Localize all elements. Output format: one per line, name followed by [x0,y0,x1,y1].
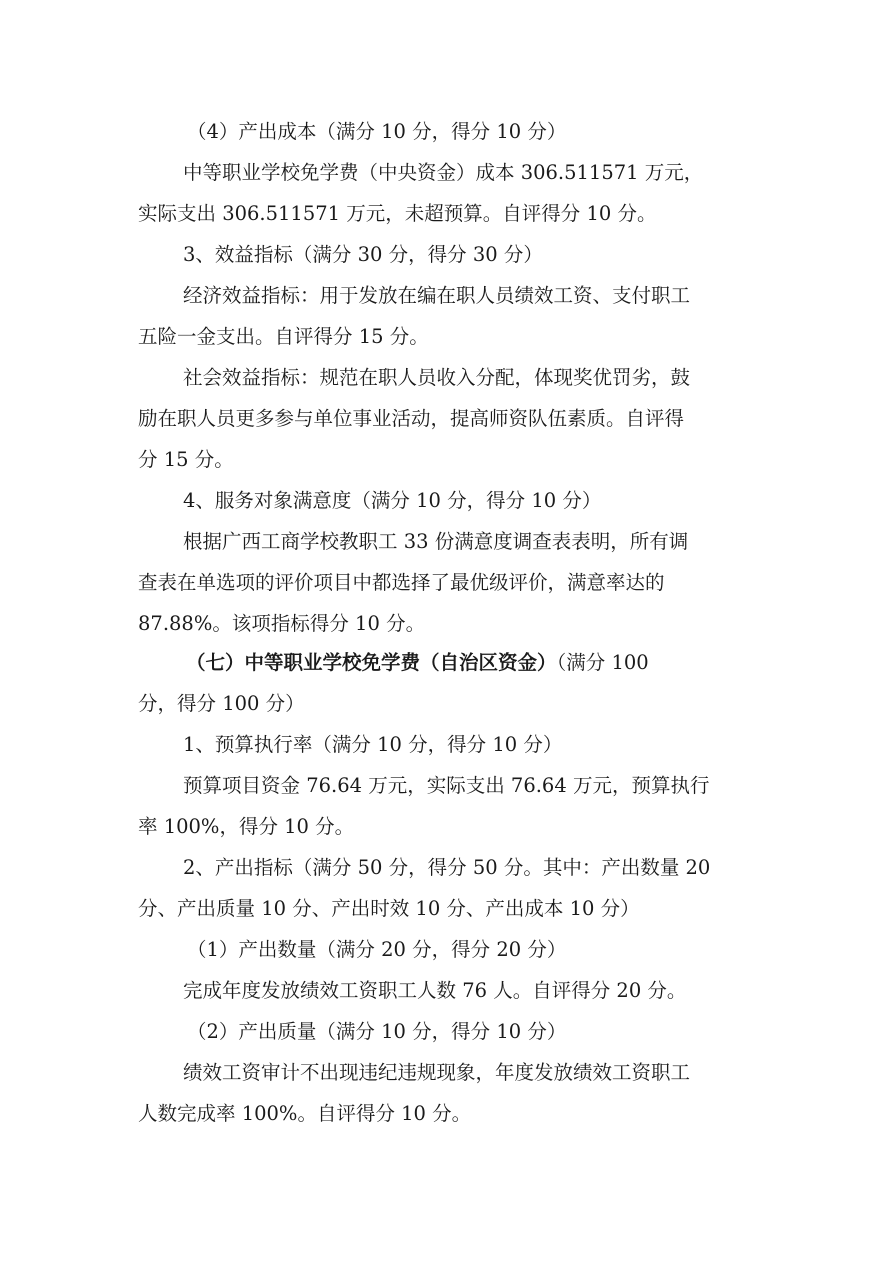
subheading-output-quantity: （1）产出数量（满分 20 分，得分 20 分） [187,938,567,961]
subheading-output-indicators: 2、产出指标（满分 50 分，得分 50 分。其中：产出数量 20 [183,856,711,879]
paragraph-line: 分、产出质量 10 分、产出时效 10 分、产出成本 10 分） [138,897,640,920]
paragraph-line: 分，得分 100 分） [138,692,305,715]
paragraph-line: 社会效益指标：规范在职人员收入分配，体现奖优罚劣，鼓 [183,366,691,389]
paragraph-line: 励在职人员更多参与单位事业活动，提高师资队伍素质。自评得 [138,407,685,430]
subheading-satisfaction: 4、服务对象满意度（满分 10 分，得分 10 分） [183,489,602,512]
section-heading-line [186,650,649,676]
paragraph-line: 率 100%，得分 10 分。 [138,815,355,838]
paragraph-line: 完成年度发放绩效工资职工人数 76 人。自评得分 20 分。 [183,979,687,1002]
paragraph-line: 中等职业学校免学费（中央资金）成本 306.511571 万元， [183,161,704,184]
subheading-output-cost: （4）产出成本（满分 10 分，得分 10 分） [187,120,567,143]
paragraph-line: 人数完成率 100%。自评得分 10 分。 [138,1102,472,1125]
paragraph-line: 87.88%。该项指标得分 10 分。 [138,612,426,635]
section-heading-score: （满分 100 [556,651,649,674]
paragraph-line: 五险一金支出。自评得分 15 分。 [138,325,429,348]
section-heading: （七）中等职业学校免学费（自治区资金） [186,651,557,674]
paragraph-line: 分 15 分。 [138,448,234,471]
paragraph-line: 根据广西工商学校教职工 33 份满意度调查表表明，所有调 [183,530,689,553]
subheading-output-quality: （2）产出质量（满分 10 分，得分 10 分） [187,1020,567,1043]
paragraph-line: 经济效益指标：用于发放在编在职人员绩效工资、支付职工 [183,284,691,307]
subheading-budget-rate: 1、预算执行率（满分 10 分，得分 10 分） [183,733,563,756]
paragraph-line: 预算项目资金 76.64 万元，实际支出 76.64 万元，预算执行 [183,774,710,797]
paragraph-line: 查表在单选项的评价项目中都选择了最优级评价，满意率达的 [138,571,665,594]
paragraph-line: 实际支出 306.511571 万元，未超预算。自评得分 10 分。 [138,202,657,225]
subheading-benefit-indicators: 3、效益指标（满分 30 分，得分 30 分） [183,243,543,266]
paragraph-line: 绩效工资审计不出现违纪违规现象，年度发放绩效工资职工 [183,1061,691,1084]
